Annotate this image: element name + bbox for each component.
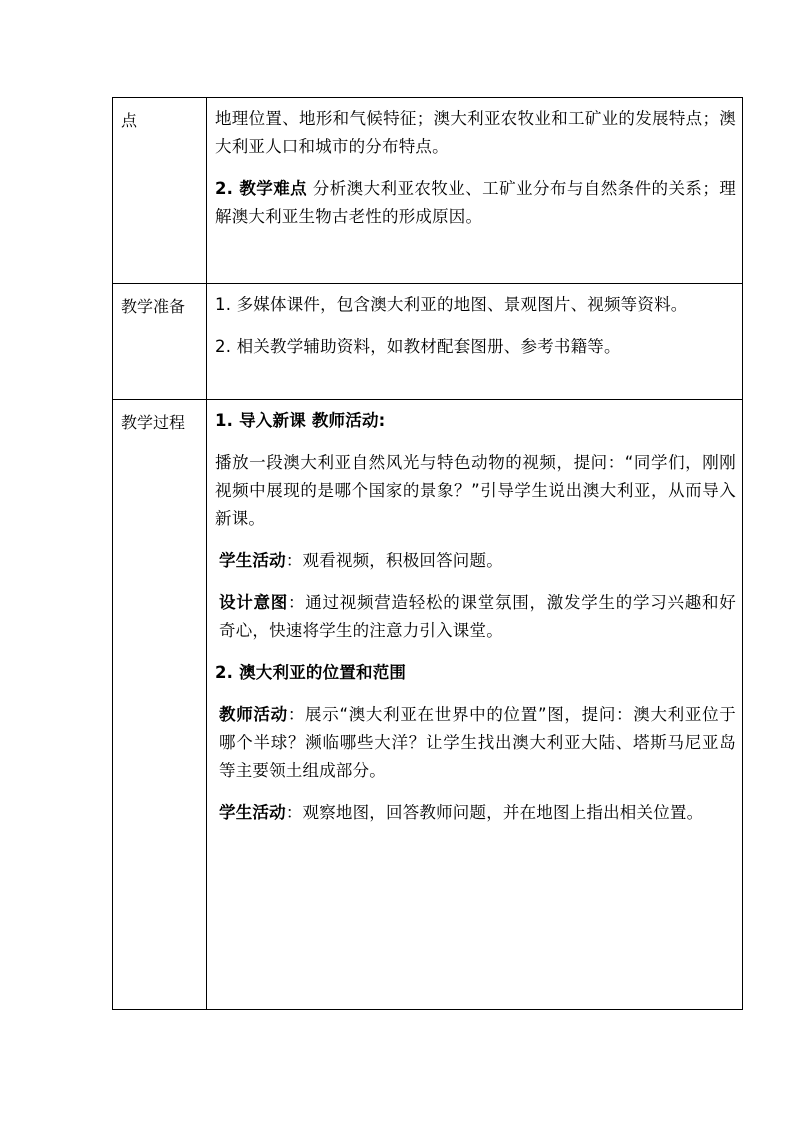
paragraph-text: ：通过视频营造轻松的课堂氛围，激发学生的学习兴趣和好奇心，快速将学生的注意力引入课堂。 bbox=[219, 593, 736, 640]
paragraph bbox=[215, 799, 736, 827]
paragraph-text: 1. 多媒体课件，包含澳大利亚的地图、景观图片、视频等资料。 bbox=[215, 295, 688, 314]
paragraph bbox=[215, 547, 736, 575]
table-row bbox=[113, 400, 743, 1010]
row-label: 教学准备 bbox=[113, 284, 207, 400]
paragraph-heading: 1. 导入新课 教师活动: bbox=[215, 411, 386, 430]
paragraph-text: 播放一段澳大利亚自然风光与特色动物的视频，提问：“同学们，刚刚视频中展现的是哪个国家的景象？”引导学生说出澳大利亚，从而导入新课。 bbox=[215, 453, 736, 528]
table-row bbox=[113, 284, 743, 400]
paragraph-heading: 2. 教学难点 bbox=[215, 179, 308, 198]
row-label: 教学过程 bbox=[113, 400, 207, 1010]
paragraph-text: 地理位置、地形和气候特征；澳大利亚农牧业和工矿业的发展特点；澳大利亚人口和城市的分布特点。 bbox=[215, 109, 736, 156]
paragraph-text: ：展示“澳大利亚在世界中的位置”图，提问：澳大利亚位于哪个半球？濒临哪些大洋？让学生找出澳大利亚大陆、塔斯马尼亚岛等主要领土组成部分。 bbox=[219, 705, 736, 780]
paragraph-text: 2. 相关教学辅助资料，如教材配套图册、参考书籍等。 bbox=[215, 337, 621, 356]
row-content bbox=[207, 400, 743, 1010]
paragraph-text: 分析澳大利亚农牧业、工矿业分布与自然条件的关系；理解澳大利亚生物古老性的形成原因。 bbox=[215, 179, 736, 226]
paragraph bbox=[215, 449, 736, 533]
paragraph-text: ：观察地图，回答教师问题，并在地图上指出相关位置。 bbox=[285, 803, 704, 822]
paragraph-heading: 设计意图 bbox=[219, 593, 289, 612]
row-content bbox=[207, 98, 743, 284]
paragraph-heading: 学生活动 bbox=[219, 551, 286, 570]
row-content bbox=[207, 284, 743, 400]
paragraph bbox=[215, 291, 736, 319]
table-row bbox=[113, 98, 743, 284]
paragraph bbox=[215, 589, 736, 645]
paragraph-heading: 学生活动 bbox=[219, 803, 286, 822]
paragraph bbox=[215, 659, 736, 687]
paragraph bbox=[215, 175, 736, 231]
paragraph-text: ：观看视频，积极回答问题。 bbox=[285, 551, 503, 570]
lesson-plan-table bbox=[112, 97, 743, 1010]
paragraph bbox=[215, 701, 736, 785]
paragraph bbox=[215, 333, 736, 361]
paragraph-heading: 2. 澳大利亚的位置和范围 bbox=[215, 663, 407, 682]
paragraph-heading: 教师活动 bbox=[219, 705, 288, 724]
paragraph bbox=[215, 105, 736, 161]
paragraph bbox=[215, 407, 736, 435]
row-label: 点 bbox=[113, 98, 207, 284]
